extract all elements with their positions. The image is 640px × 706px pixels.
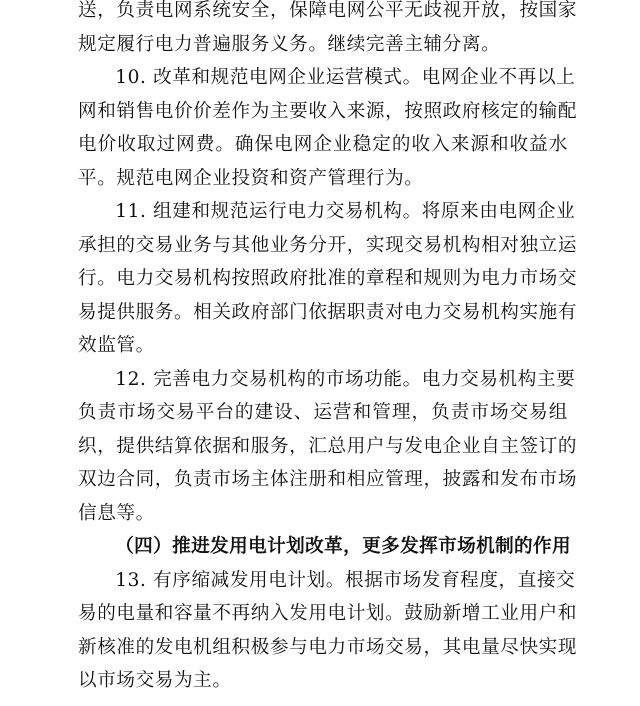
text-line: 双边合同，负责市场主体注册和相应管理，披露和发布市场 — [78, 469, 578, 490]
text-line: 行。电力交易机构按照政府批准的章程和规则为电力市场交 — [78, 268, 578, 289]
document-page — [78, 0, 578, 698]
paragraph-10 — [78, 61, 578, 195]
text-line: 平。规范电网企业投资和资产管理行为。 — [78, 167, 424, 189]
text-line: 易提供服务。相关政府部门依据职责对电力交易机构实施有 — [78, 301, 578, 323]
text-line: 以市场交易为主。 — [78, 670, 232, 691]
text-line: 易的电量和容量不再纳入发用电计划。鼓励新增工业用户和 — [78, 603, 578, 624]
paragraph-13 — [78, 564, 578, 698]
paragraph-11 — [78, 195, 578, 363]
heading-text: （四）推进发用电计划改革，更多发挥市场机制的作用 — [115, 536, 572, 557]
text-line: 规定履行电力普遍服务义务。继续完善主辅分离。 — [78, 33, 501, 55]
text-line: 新核准的发电机组积极参与电力市场交易，其电量尽快实现 — [78, 636, 578, 658]
text-line: 电价收取过网费。确保电网企业稳定的收入来源和收益水 — [78, 134, 568, 155]
text-line: 承担的交易业务与其他业务分开，实现交易机构相对独立运 — [78, 234, 578, 256]
section-heading — [78, 530, 572, 564]
paragraph-continued — [78, 0, 578, 61]
text-line: 信息等。 — [78, 502, 155, 524]
text-line: 网和销售电价价差作为主要收入来源，按照政府核定的输配 — [78, 100, 578, 122]
text-line: 送，负责电网系统安全，保障电网公平无歧视开放，按国家 — [78, 0, 578, 21]
text-line: 11. 组建和规范运行电力交易机构。将原来由电网企业 — [115, 201, 576, 222]
text-line: 12. 完善电力交易机构的市场功能。电力交易机构主要 — [115, 368, 576, 390]
paragraph-12 — [78, 363, 578, 531]
text-line: 10. 改革和规范电网企业运营模式。电网企业不再以上 — [115, 67, 576, 88]
text-line: 织，提供结算依据和服务，汇总用户与发电企业自主签订的 — [78, 435, 578, 457]
text-line: 负责市场交易平台的建设、运营和管理，负责市场交易组 — [78, 402, 568, 423]
text-line: 13. 有序缩减发用电计划。根据市场发育程度，直接交 — [115, 569, 576, 591]
text-line: 效监管。 — [78, 335, 155, 356]
